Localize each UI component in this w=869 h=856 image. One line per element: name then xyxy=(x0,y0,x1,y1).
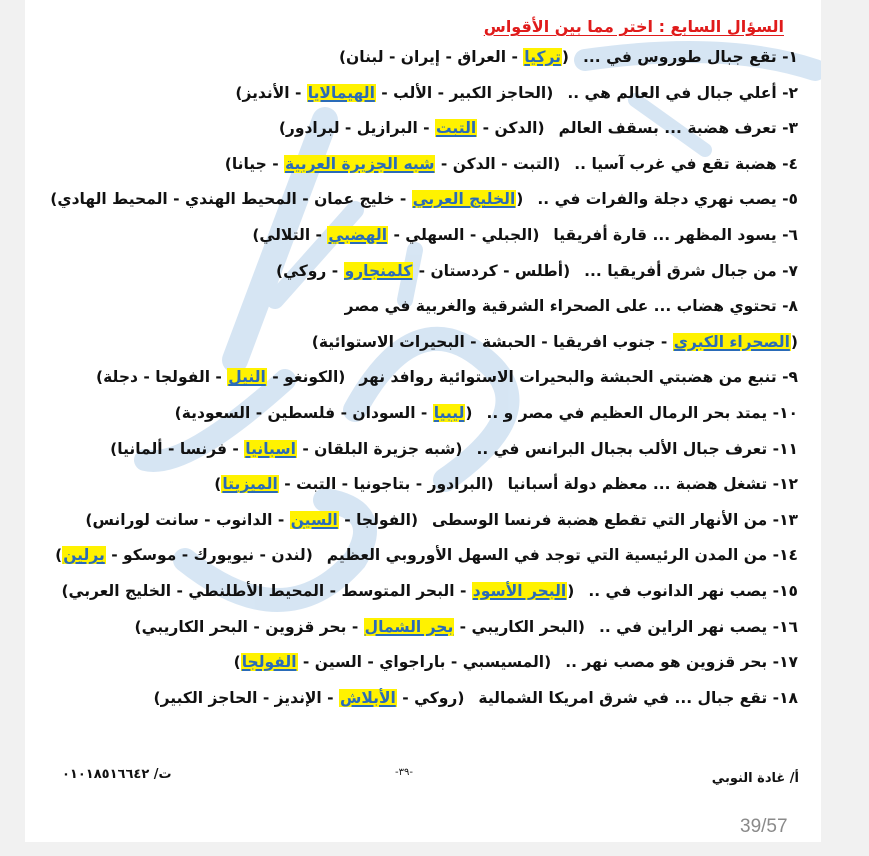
answer-option: البحر المتوسط xyxy=(341,581,455,600)
answer-option: الحبشة xyxy=(482,332,536,351)
question-stem: ١٠- يمتد بحر الرمال العظيم في مصر و .. xyxy=(486,403,798,422)
question-item xyxy=(38,645,798,681)
answer-option: الدكن xyxy=(494,119,538,138)
correct-answer-option: الهضبي xyxy=(328,225,388,244)
correct-answer-option: ليبيا xyxy=(433,403,465,422)
answer-option: لندن xyxy=(271,546,306,565)
section-title: السؤال السابع : اختر مما بين الأقواس xyxy=(483,17,784,36)
answer-options: (لندن - نيويورك - موسكو - برلين) xyxy=(55,546,313,565)
answer-option: كردستان xyxy=(430,261,498,280)
answer-options: (الدكن - التبت - البرازيل - لبرادور) xyxy=(278,119,545,138)
answer-option: أطلس xyxy=(514,261,564,280)
answer-option: خليج عمان xyxy=(314,190,395,209)
answer-options: (البحر الأسود - البحر المتوسط - المحيط الأطلنطي - الخليج العربي) xyxy=(61,581,575,600)
question-list xyxy=(38,40,798,716)
answer-option: السودان xyxy=(352,403,416,422)
page-number: -٣٩- xyxy=(395,767,413,778)
correct-answer-option: شبه الجزيرة العربية xyxy=(285,154,435,173)
correct-answer-option: الهيمالايا xyxy=(307,83,375,102)
question-stem: ٤- هضبة تقع في غرب آسيا .. xyxy=(574,154,798,173)
question-stem: ١٣- من الأنهار التي تقطع هضبة فرنسا الوسطى xyxy=(432,510,798,529)
answer-options: (ليبيا - السودان - فلسطين - السعودية) xyxy=(174,403,473,422)
answer-option: روكي xyxy=(283,261,327,280)
answer-option: فلسطين xyxy=(267,403,336,422)
answer-options: (التبت - الدكن - شبه الجزيرة العربية - جيانا) xyxy=(224,154,561,173)
question-item xyxy=(38,503,798,539)
answer-option: التلالي xyxy=(259,225,311,244)
correct-answer-option: البحر الأسود xyxy=(472,581,567,600)
correct-answer-option: السين xyxy=(290,510,338,529)
question-item xyxy=(38,147,798,183)
answer-option: السين xyxy=(314,653,362,672)
correct-answer-option: كلمنجارو xyxy=(344,261,413,280)
answer-options: (المسيسبي - باراجواي - السين - الفولجا) xyxy=(233,653,552,672)
answer-option: المحيط الأطلنطي xyxy=(188,581,325,600)
answer-option: الدانوب xyxy=(215,510,273,529)
answer-option: نيويورك xyxy=(193,546,255,565)
answer-option: لبرادور xyxy=(285,119,340,138)
answer-option: المحيط الهادي xyxy=(57,190,168,209)
question-item xyxy=(38,182,798,218)
answer-options: (الكونغو - النيل - الفولجا - دجلة) xyxy=(96,368,346,387)
question-stem: ١- تقع جبال طوروس في ... xyxy=(583,48,798,66)
question-item xyxy=(38,432,798,468)
answer-option: التبت xyxy=(512,154,554,173)
answer-option: الأنديز xyxy=(242,83,290,102)
page-footer xyxy=(25,765,821,789)
answer-options: (الفولجا - السين - الدانوب - سانت لورانس) xyxy=(85,510,419,529)
answer-option: التبت xyxy=(296,475,337,494)
question-stem: ٥- يصب نهري دجلة والفرات في .. xyxy=(537,190,798,209)
question-stem: ١٤- من المدن الرئيسية التي توجد في السهل الأوروبي العظيم xyxy=(326,546,798,565)
answer-option: باراجواي xyxy=(379,653,446,672)
phone-number: ت/ ٠١٠١٨٥١٦٦٤٢ xyxy=(62,767,172,782)
page-counter: 39/57 xyxy=(740,816,788,837)
correct-answer-option: برلين xyxy=(63,546,105,565)
answer-options: (الصحراء الكبرى - جنوب افريقيا - الحبشة - البحيرات الاستوائية) xyxy=(311,332,798,351)
correct-answer-option: الفولجا xyxy=(241,653,297,672)
answer-options: (الخليج العربي - خليج عمان - المحيط الهندي - المحيط الهادي) xyxy=(50,190,524,209)
answer-option: ألمانيا xyxy=(117,439,163,458)
question-stem: ١٥- يصب نهر الدانوب في .. xyxy=(588,581,798,600)
question-item xyxy=(38,467,798,503)
answer-option: شبه جزيرة البلقان xyxy=(314,439,456,458)
answer-option: الحاجز الكبير xyxy=(160,688,258,707)
question-item xyxy=(38,254,798,290)
question-stem: ١٨- تقع جبال ... في شرق امريكا الشمالية xyxy=(478,688,798,707)
answer-option: البحيرات الاستوائية xyxy=(318,332,465,351)
author-name: أ/ غادة النوبي xyxy=(711,771,799,786)
document-page xyxy=(25,0,821,842)
question-stem: ٨- تحتوي هضاب ... على الصحراء الشرقية والغربية في مصر xyxy=(344,297,798,316)
answer-options: (تركيا - العراق - إيران - لبنان) xyxy=(338,48,570,66)
answer-options: (شبه جزيرة البلقان - اسبانيا - فرنسا - ألمانيا) xyxy=(110,439,463,458)
answer-option: الإنديز xyxy=(274,688,322,707)
correct-answer-option: تركيا xyxy=(524,48,561,66)
answer-option: السهلي xyxy=(405,225,465,244)
answer-options: (روكي - الأبلاش - الإنديز - الحاجز الكبير) xyxy=(153,688,465,707)
question-item xyxy=(38,681,798,717)
answer-option: الجبلي xyxy=(481,225,533,244)
question-item-continued xyxy=(38,325,798,361)
question-item xyxy=(38,218,798,254)
answer-option: البرادور xyxy=(427,475,487,494)
question-item xyxy=(38,289,798,325)
answer-option: الألب xyxy=(393,83,433,102)
answer-option: البحر الكاريبي xyxy=(471,617,578,636)
answer-option: الكونغو xyxy=(284,368,339,387)
correct-answer-option: الميزيتا xyxy=(222,475,278,494)
answer-option: البحر الكاريبي xyxy=(141,617,248,636)
answer-option: الدكن xyxy=(452,154,496,173)
question-item xyxy=(38,538,798,574)
answer-options: (الحاجز الكبير - الألب - الهيمالايا - الأنديز) xyxy=(235,83,554,102)
question-stem: ٦- يسود المظهر ... قارة أفريقيا xyxy=(553,225,798,244)
question-stem: ٧- من جبال شرق أفريقيا ... xyxy=(584,261,798,280)
correct-answer-option: الأبلاش xyxy=(339,688,396,707)
question-item xyxy=(38,610,798,646)
answer-option: بحر قزوين xyxy=(265,617,347,636)
question-stem: ١٧- بحر قزوين هو مصب نهر .. xyxy=(565,653,798,672)
question-item xyxy=(38,76,798,112)
question-item xyxy=(38,40,798,76)
answer-option: روكي xyxy=(414,688,458,707)
question-item xyxy=(38,360,798,396)
correct-answer-option: الخليج العربي xyxy=(412,190,516,209)
answer-option: الخليج العربي xyxy=(68,581,172,600)
answer-option: إيران xyxy=(400,48,441,66)
answer-option: الفولجا xyxy=(155,368,211,387)
answer-options: (الجبلي - السهلي - الهضبي - التلالي) xyxy=(252,225,540,244)
answer-option: موسكو xyxy=(123,546,177,565)
question-stem: ١١- تعرف جبال الألب بجبال البرانس في .. xyxy=(476,439,798,458)
question-stem: ٣- تعرف هضبة ... بسقف العالم xyxy=(558,119,798,138)
question-stem: ٢- أعلي جبال في العالم هي .. xyxy=(567,83,798,102)
answer-option: سانت لورانس xyxy=(92,510,199,529)
correct-answer-option: الصحراء الكبرى xyxy=(673,332,790,351)
answer-option: البرازيل xyxy=(356,119,418,138)
answer-options: (أطلس - كردستان - كلمنجارو - روكي) xyxy=(276,261,571,280)
answer-option: المحيط الهندي xyxy=(184,190,297,209)
question-item xyxy=(38,111,798,147)
answer-option: جيانا xyxy=(231,154,267,173)
question-stem: ١٢- تشغل هضبة ... معظم دولة أسبانيا xyxy=(507,475,798,494)
correct-answer-option: اسبانيا xyxy=(245,439,296,458)
answer-options: (البحر الكاريبي - بحر الشمال - بحر قزوين - البحر الكاريبي) xyxy=(134,617,585,636)
correct-answer-option: التبت xyxy=(436,119,477,138)
answer-option: لبنان xyxy=(346,48,384,66)
question-item xyxy=(38,396,798,432)
correct-answer-option: النيل xyxy=(228,368,266,387)
answer-option: دجلة xyxy=(103,368,138,387)
answer-option: بتاجونيا xyxy=(353,475,411,494)
answer-option: العراق xyxy=(457,48,507,66)
question-item xyxy=(38,574,798,610)
answer-option: الحاجز الكبير xyxy=(449,83,547,102)
question-stem: ١٦- يصب نهر الراين في .. xyxy=(599,617,798,636)
answer-option: السعودية xyxy=(181,403,251,422)
answer-option: الفولجا xyxy=(356,510,411,529)
correct-answer-option: بحر الشمال xyxy=(364,617,454,636)
answer-option: جنوب افريقيا xyxy=(553,332,656,351)
question-stem: ٩- تنبع من هضبتي الحبشة والبحيرات الاستوائية روافد نهر xyxy=(359,368,798,387)
answer-options: (البرادور - بتاجونيا - التبت - الميزيتا) xyxy=(214,475,494,494)
question-section xyxy=(38,6,798,716)
answer-option: المسيسبي xyxy=(462,653,545,672)
answer-option: فرنسا xyxy=(179,439,228,458)
